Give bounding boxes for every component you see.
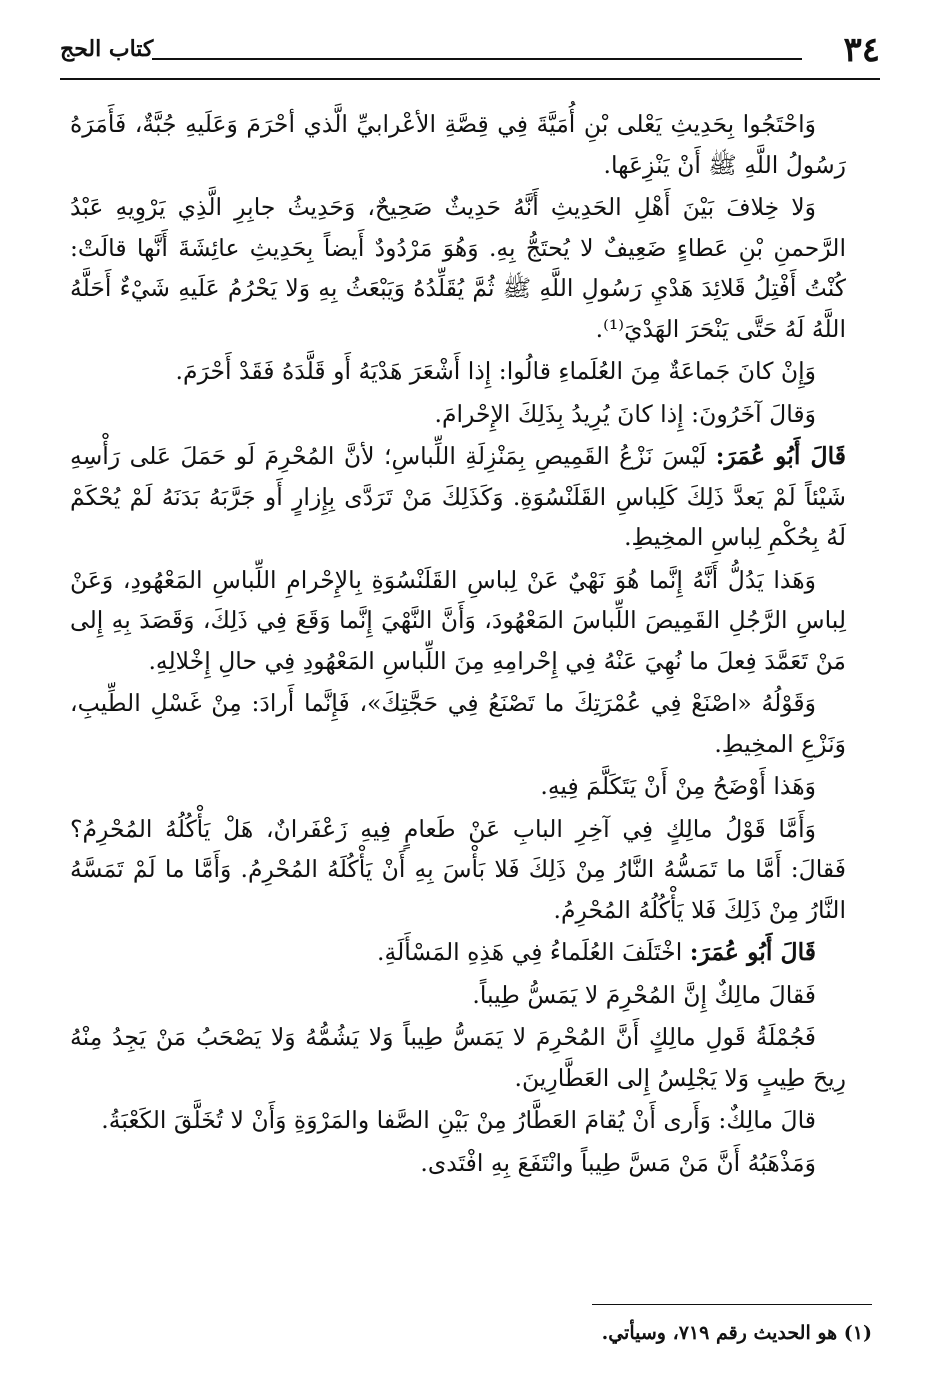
paragraph [70, 932, 846, 973]
paragraph [70, 975, 846, 1016]
page-header [60, 28, 880, 80]
footnote-separator [592, 1304, 872, 1305]
paragraph-text: اخْتَلَفَ العُلَماءُ فِي هَذِهِ المَسْأَلَةِ. [377, 938, 690, 966]
paragraph [70, 1100, 846, 1141]
paragraph-text: وَإِنْ كانَ جَماعَةٌ مِنَ العُلَماءِ قالُوا: إِذا أَشْعَرَ هَدْيَهُ أَو قَلَّدَهُ فَقَدْ أَحْرَمَ. [175, 357, 816, 385]
paragraph-text: وَاحْتَجُوا بِحَدِيثِ يَعْلى بْنِ أُمَيَّةَ فِي قِصَّةِ الأعْرابيِّ الَّذي أحْرَمَ وَعَلَيهِ جُبَّةٌ، فَأَمَرَهُ رَسُولُ اللَّهِ ﷺ أَنْ يَنْزِعَها. [70, 110, 846, 179]
paragraph-text: فَقالَ مالِكٌ إِنَّ المُحْرِمَ لا يَمَسُّ طِيباً. [472, 980, 816, 1009]
paragraph [70, 436, 846, 558]
header-title-rule [152, 58, 802, 60]
paragraph [70, 187, 846, 349]
paragraph [70, 394, 846, 435]
paragraph [70, 104, 846, 185]
paragraph [70, 1017, 846, 1098]
paragraph [70, 560, 846, 682]
paragraph [70, 809, 846, 931]
header-divider [60, 78, 880, 80]
paragraph-text: وَمَذْهَبُهُ أَنَّ مَنْ مَسَّ طِيباً وانْتَفَعَ بِهِ افْتَدى. [420, 1148, 816, 1177]
paragraph [70, 766, 846, 807]
paragraph [70, 1143, 846, 1184]
paragraph-text: وَأَمَّا قَوْلُ مالِكٍ فِي آخِرِ البابِ عَنْ طَعامٍ فِيهِ زَعْفَرانٌ، هَلْ يَأْكُلُهُ المُحْرِمُ؟ فَقالَ: أَمَّا ما تَمَسُّهُ النَّارُ مِنْ ذَلِكَ فَلا بَأْسَ بِهِ أَنْ يَأْكُلَهُ المُحْرِمُ. وَأَمَّا ما لَمْ تَمَسَّهُ النَّارُ مِنْ ذَلِكَ فَلا يَأْكُلُهُ المُحْرِمُ. [70, 814, 846, 924]
paragraph-text: وَقالَ آخَرُونَ: إِذا كانَ يُرِيدُ بِذَلِكَ الإِحْرامَ. [434, 399, 816, 428]
speaker-label: قَالَ أَبُو عُمَرَ: [715, 442, 846, 470]
paragraph-text: وَهَذا أَوْضَحُ مِنْ أَنْ يَتَكَلَّمَ فِيهِ. [540, 772, 816, 800]
paragraph-text: قالَ مالِكٌ: وَأَرى أَنْ يُقامَ العَطَّارُ مِنْ بَيْنِ الصَّفا والمَرْوَةِ وَأَنْ لا تُخَلَّقَ الكَعْبَةُ. [101, 1106, 816, 1134]
paragraph-text: وَهَذا يَدُلُّ أَنَّهُ إِنَّما هُوَ نَهْيٌ عَنْ لِباسِ القَلَنْسُوَةِ بِالإِحْرامِ اللِّباسِ المَعْهُودِ، وَعَنْ لِباسِ الرَّجُلِ القَمِيصَ اللِّباسَ المَعْهُودَ، وَأَنَّ النَّهْيَ إِنَّما وَقَعَ فِي ذَلِكَ، وَقَصَدَ بِهِ إِلى مَنْ تَعَمَّدَ فِعلَ ما نُهِيَ عَنْهُ فِي إِحْرامِهِ مِنَ اللِّباسِ المَعْهُودِ فِي حالِ إِخْلالِهِ. [70, 565, 846, 675]
speaker-label: قَالَ أَبُو عُمَرَ: [689, 938, 816, 966]
body-text [70, 104, 846, 1185]
page-number: ٣٤ [843, 30, 880, 70]
running-title: كتاب الحج [60, 36, 154, 62]
paragraph-text: لَيْسَ نَزْعُ القَمِيصِ بِمَنْزِلَةِ اللِّباسِ؛ لأنَّ المُحْرِمَ لَو حَمَلَ عَلى رَأْسِهِ شَيْئاً لَمْ يَعدَّ ذَلِكَ كَلِباسِ القَلَنْسُوَةِ. وَكَذَلِكَ مَنْ تَرَدَّى بِإِزارٍ أَو جَرَّبَهُ بَدَنَهُ لَمْ يُحْكَمْ لَهُ بِحُكْمِ لِباسِ المخِيطِ. [70, 442, 846, 551]
paragraph-text: وَلا خِلافَ بَيْنَ أَهْلِ الحَدِيثِ أَنَّهُ حَدِيثٌ صَحِيحٌ، وَحَدِيثُ جابِرِ الَّذِي يَرْوِيهِ عَبْدُ الرَّحمنِ بْنِ عَطاءٍ ضَعِيفٌ لا يُحتَجُّ بِهِ. وَهُوَ مَرْدُودٌ أَيضاً بِحَدِيثِ عائِشَةَ أَنَّها قالَتْ: كُنْتُ أَفْتِلُ قَلائِدَ هَدْيِ رَسُولِ اللَّهِ ﷺ ثُمَّ يُقَلِّدُهُ وَيَبْعَثُ بِهِ وَلا يَحْرُمُ عَلَيهِ شَيْءٌ أَحَلَّهُ اللَّهُ لَهُ حَتَّى يَنْحَرَ الهَدْيَ⁽¹⁾. [70, 193, 846, 343]
paragraph [70, 351, 846, 392]
paragraph-text: فَجُمْلَةُ قَولِ مالِكٍ أَنَّ المُحْرِمَ لا يَمَسُّ طِيباً وَلا يَشُمُّهُ وَلا يَصْحَبُ مَنْ يَجِدُ مِنْهُ رِيحَ طِيبٍ وَلا يَجْلِسُ إِلى العَطَّارِينَ. [70, 1023, 846, 1092]
paragraph-text: وَقَوْلُهُ «اصْنَعْ فِي عُمْرَتِكَ ما تَصْنَعُ فِي حَجَّتِكَ»، فَإِنَّما أَرادَ: مِنْ غَسْلِ الطِّيبِ، وَنَزْعِ المخِيطِ. [70, 689, 846, 758]
footnote: (١) هو الحديث رقم ٧١٩، وسيأتي. [601, 1322, 872, 1344]
paragraph [70, 683, 846, 764]
